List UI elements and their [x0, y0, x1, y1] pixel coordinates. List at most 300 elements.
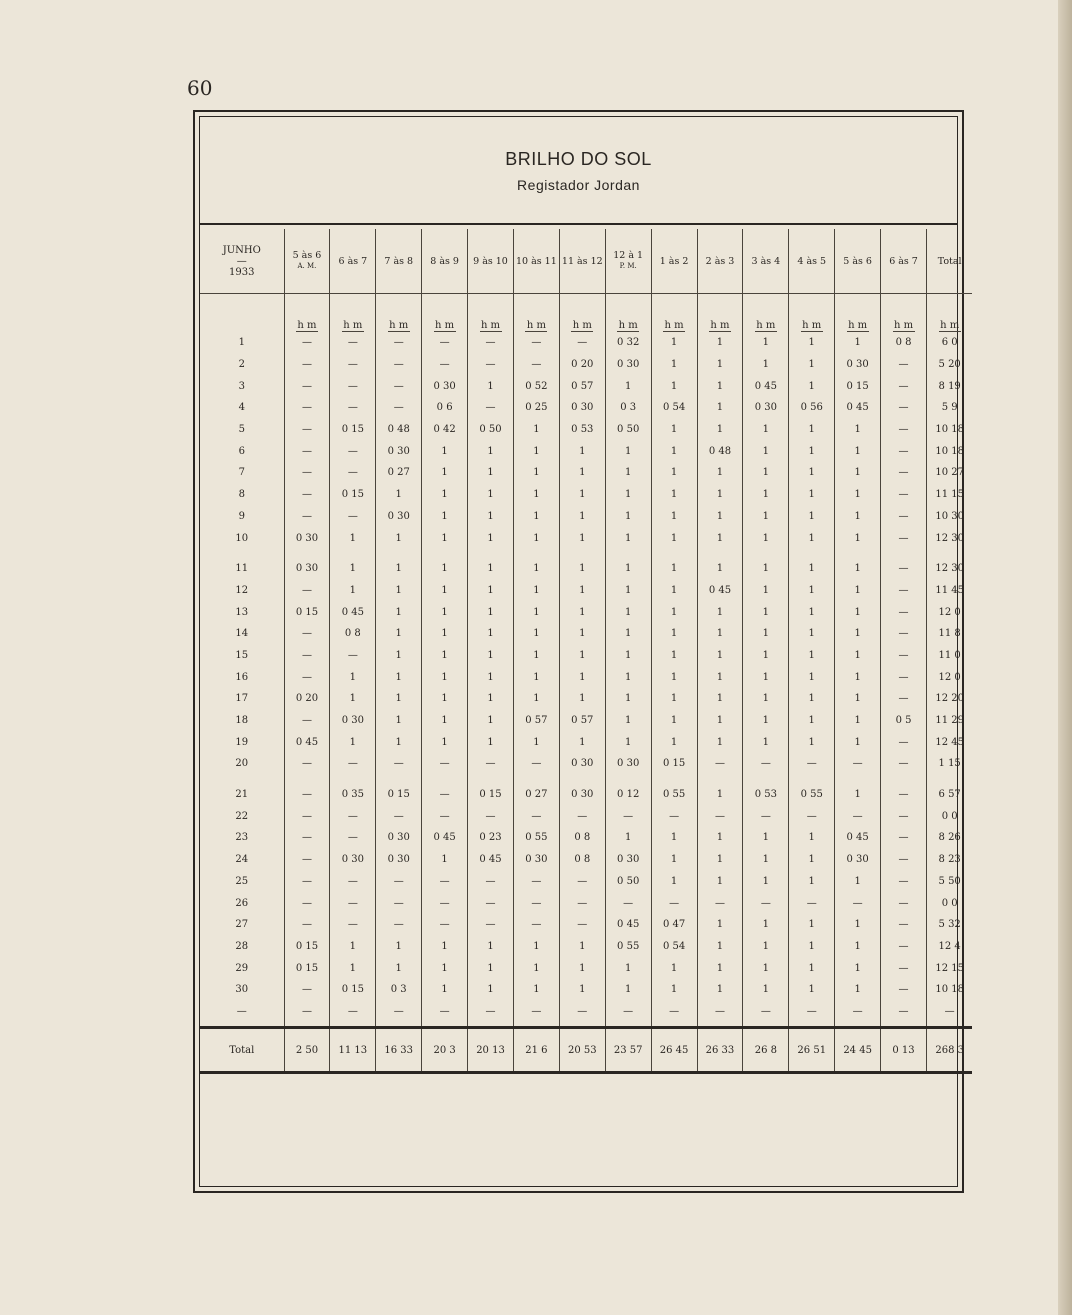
- value-cell: —: [330, 871, 376, 893]
- page-subtitle: Registador Jordan: [517, 177, 640, 193]
- value-cell: 1: [376, 580, 422, 602]
- gap-cell: [881, 549, 927, 558]
- value-cell: —: [881, 354, 927, 376]
- total-row: [200, 1028, 972, 1073]
- table-row: [200, 527, 972, 549]
- gap-cell: [376, 775, 422, 784]
- value-cell: 1: [559, 580, 605, 602]
- header-col: [651, 229, 697, 294]
- value-cell: 1: [513, 688, 559, 710]
- value-cell: 1: [513, 623, 559, 645]
- value-cell: 1: [789, 506, 835, 528]
- header-col-label: 4 às 5: [797, 255, 827, 267]
- value-cell: 1: [376, 666, 422, 688]
- value-cell: —: [330, 397, 376, 419]
- value-cell: —: [376, 397, 422, 419]
- day-cell: 16: [235, 671, 249, 683]
- value-cell: —: [284, 849, 330, 871]
- value-cell: 1: [422, 731, 468, 753]
- value-cell: 0 15: [284, 936, 330, 958]
- value-cell: 1: [605, 440, 651, 462]
- value-cell: 0 47: [651, 914, 697, 936]
- value-cell: —: [881, 979, 927, 1001]
- value-cell: 1: [376, 731, 422, 753]
- value-cell: 1: [376, 936, 422, 958]
- value-cell: 0 30: [559, 753, 605, 775]
- day-cell: 4: [238, 402, 245, 414]
- value-cell: 1: [743, 440, 789, 462]
- header-col-label: 6 às 7: [889, 255, 918, 267]
- value-cell: 0 57: [513, 710, 559, 732]
- value-cell: 0 45: [330, 601, 376, 623]
- table-row: [200, 805, 972, 827]
- total-cell: 23 57: [605, 1028, 651, 1073]
- value-cell: 1: [743, 914, 789, 936]
- value-cell: —: [284, 440, 330, 462]
- value-cell: 1: [559, 936, 605, 958]
- value-cell: 1: [605, 527, 651, 549]
- table-row: [200, 892, 972, 914]
- header-col: [330, 229, 376, 294]
- unit-cell: [651, 294, 697, 333]
- day-cell: 10: [235, 532, 249, 544]
- value-cell: —: [651, 805, 697, 827]
- gap-cell: [789, 775, 835, 784]
- value-cell: 1: [789, 731, 835, 753]
- day-cell: 9: [238, 510, 245, 522]
- value-cell: 0 57: [559, 710, 605, 732]
- day-cell: 28: [235, 940, 249, 952]
- value-cell: 1: [651, 957, 697, 979]
- gap-cell: [926, 549, 972, 558]
- day-cell: 1: [238, 337, 245, 349]
- value-cell: —: [330, 805, 376, 827]
- value-cell: 12 15: [926, 957, 972, 979]
- value-cell: 0 15: [284, 957, 330, 979]
- value-cell: 1: [651, 484, 697, 506]
- value-cell: 1: [422, 440, 468, 462]
- value-cell: 10 30: [926, 506, 972, 528]
- value-cell: 1: [743, 871, 789, 893]
- value-cell: —: [330, 354, 376, 376]
- value-cell: —: [284, 645, 330, 667]
- value-cell: —: [881, 914, 927, 936]
- value-cell: —: [284, 710, 330, 732]
- value-cell: 1: [697, 506, 743, 528]
- value-cell: 0 55: [513, 827, 559, 849]
- value-cell: —: [605, 892, 651, 914]
- value-cell: 0 30: [605, 753, 651, 775]
- value-cell: 0 8: [559, 849, 605, 871]
- unit-cell: [743, 294, 789, 333]
- value-cell: 1: [468, 462, 514, 484]
- value-cell: 0 45: [697, 580, 743, 602]
- value-cell: 0 30: [559, 784, 605, 806]
- day-cell: 30: [235, 984, 249, 996]
- value-cell: 1: [605, 484, 651, 506]
- value-cell: 1: [697, 558, 743, 580]
- header-col: [422, 229, 468, 294]
- table-row: [200, 484, 972, 506]
- value-cell: —: [697, 753, 743, 775]
- value-cell: 0 12: [605, 784, 651, 806]
- value-cell: 1: [559, 731, 605, 753]
- value-cell: 1: [743, 623, 789, 645]
- value-cell: —: [284, 484, 330, 506]
- value-cell: 1: [513, 666, 559, 688]
- value-cell: 1: [468, 957, 514, 979]
- day-rows: [200, 332, 972, 1022]
- day-cell: 21: [235, 789, 249, 801]
- value-cell: 1: [605, 623, 651, 645]
- value-cell: 1: [376, 710, 422, 732]
- value-cell: 1: [376, 601, 422, 623]
- value-cell: —: [513, 892, 559, 914]
- value-cell: —: [468, 354, 514, 376]
- table-row: [200, 871, 972, 893]
- gap-cell: [605, 549, 651, 558]
- gap-cell: [605, 775, 651, 784]
- value-cell: —: [789, 892, 835, 914]
- value-cell: 1: [697, 623, 743, 645]
- day-cell: 27: [235, 919, 249, 931]
- value-cell: 1: [835, 914, 881, 936]
- value-cell: 1: [422, 710, 468, 732]
- value-cell: 1: [697, 936, 743, 958]
- value-cell: 1: [697, 979, 743, 1001]
- value-cell: 1: [605, 731, 651, 753]
- value-cell: —: [881, 892, 927, 914]
- value-cell: 1: [330, 580, 376, 602]
- value-cell: —: [376, 892, 422, 914]
- value-cell: 1: [651, 849, 697, 871]
- value-cell: —: [330, 462, 376, 484]
- value-cell: —: [284, 805, 330, 827]
- table-row: [200, 688, 972, 710]
- unit-label: h m: [572, 320, 592, 331]
- unit-cell: [926, 294, 972, 333]
- total-cell: 20 53: [559, 1028, 605, 1073]
- value-cell: —: [468, 871, 514, 893]
- value-cell: —: [468, 753, 514, 775]
- value-cell: —: [330, 827, 376, 849]
- total-cell: 24 45: [835, 1028, 881, 1073]
- value-cell: 1: [422, 688, 468, 710]
- value-cell: 1: [513, 580, 559, 602]
- value-cell: 1: [605, 558, 651, 580]
- value-cell: 1: [697, 784, 743, 806]
- value-cell: —: [513, 805, 559, 827]
- value-cell: —: [284, 1001, 330, 1023]
- value-cell: 1: [422, 462, 468, 484]
- unit-label: h m: [664, 320, 684, 331]
- value-cell: 1 15: [926, 753, 972, 775]
- unit-label: h m: [480, 320, 501, 331]
- value-cell: 5 20: [926, 354, 972, 376]
- value-cell: —: [881, 871, 927, 893]
- value-cell: 1: [743, 936, 789, 958]
- value-cell: 0 15: [835, 375, 881, 397]
- value-cell: 1: [651, 601, 697, 623]
- day-cell: 6: [238, 445, 245, 457]
- value-cell: —: [559, 805, 605, 827]
- value-cell: 1: [330, 731, 376, 753]
- value-cell: 0 35: [330, 784, 376, 806]
- value-cell: —: [422, 914, 468, 936]
- value-cell: —: [881, 397, 927, 419]
- value-cell: —: [743, 892, 789, 914]
- unit-label: h m: [297, 320, 317, 331]
- page-edge: [1058, 0, 1072, 1315]
- value-cell: 1: [559, 688, 605, 710]
- value-cell: 1: [835, 784, 881, 806]
- unit-cell: [605, 294, 651, 333]
- value-cell: —: [513, 753, 559, 775]
- value-cell: 1: [651, 558, 697, 580]
- value-cell: 1: [697, 645, 743, 667]
- value-cell: 0 57: [559, 375, 605, 397]
- value-cell: —: [330, 375, 376, 397]
- value-cell: —: [881, 849, 927, 871]
- value-cell: 1: [835, 419, 881, 441]
- header-row: [200, 229, 972, 294]
- day-cell: 18: [235, 715, 249, 727]
- value-cell: 1: [789, 580, 835, 602]
- table-row: [200, 601, 972, 623]
- value-cell: —: [330, 753, 376, 775]
- value-cell: 0 30: [330, 710, 376, 732]
- value-cell: 1: [789, 419, 835, 441]
- value-cell: 0 54: [651, 936, 697, 958]
- value-cell: 1: [559, 957, 605, 979]
- value-cell: 1: [743, 354, 789, 376]
- unit-label: h m: [710, 320, 730, 331]
- total-cell: 26 45: [651, 1028, 697, 1073]
- value-cell: 1: [422, 558, 468, 580]
- header-col-label: 6 às 7: [338, 255, 368, 267]
- value-cell: —: [468, 332, 514, 354]
- value-cell: 1: [697, 354, 743, 376]
- header-col-label: 2 às 3: [705, 255, 735, 267]
- value-cell: —: [881, 462, 927, 484]
- gap-cell: [330, 549, 376, 558]
- value-cell: 1: [651, 623, 697, 645]
- header-col-label: 7 às 8: [384, 255, 414, 267]
- value-cell: 1: [559, 506, 605, 528]
- value-cell: 10 27: [926, 462, 972, 484]
- value-cell: —: [605, 1001, 651, 1023]
- value-cell: —: [881, 645, 927, 667]
- value-cell: —: [376, 805, 422, 827]
- day-cell: 15: [235, 649, 249, 661]
- value-cell: 1: [789, 710, 835, 732]
- value-cell: 0 30: [835, 354, 881, 376]
- value-cell: 1: [651, 979, 697, 1001]
- table-row: [200, 440, 972, 462]
- value-cell: 0 8: [330, 623, 376, 645]
- value-cell: 1: [743, 731, 789, 753]
- value-cell: 1: [330, 957, 376, 979]
- value-cell: 0 50: [468, 419, 514, 441]
- header-col: [468, 229, 514, 294]
- value-cell: 1: [605, 580, 651, 602]
- value-cell: 1: [789, 936, 835, 958]
- value-cell: 0 20: [559, 354, 605, 376]
- value-cell: 1: [789, 957, 835, 979]
- value-cell: —: [284, 354, 330, 376]
- value-cell: —: [284, 666, 330, 688]
- value-cell: 0 45: [743, 375, 789, 397]
- table-row: [200, 623, 972, 645]
- header-col-sublabel: P. M.: [619, 262, 637, 270]
- gap-cell: [651, 775, 697, 784]
- value-cell: —: [881, 506, 927, 528]
- value-cell: —: [835, 753, 881, 775]
- value-cell: —: [743, 805, 789, 827]
- value-cell: —: [835, 805, 881, 827]
- value-cell: —: [513, 871, 559, 893]
- value-cell: 1: [468, 688, 514, 710]
- value-cell: —: [422, 784, 468, 806]
- value-cell: 0 30: [422, 375, 468, 397]
- gap-cell: [284, 549, 330, 558]
- value-cell: —: [376, 1001, 422, 1023]
- value-cell: 1: [559, 601, 605, 623]
- value-cell: 1: [330, 527, 376, 549]
- value-cell: 1: [513, 731, 559, 753]
- value-cell: —: [881, 623, 927, 645]
- value-cell: 1: [697, 419, 743, 441]
- value-cell: 0 30: [835, 849, 881, 871]
- value-cell: —: [422, 1001, 468, 1023]
- value-cell: —: [559, 871, 605, 893]
- day-cell: 11: [235, 563, 249, 575]
- value-cell: 5 9: [926, 397, 972, 419]
- value-cell: 1: [422, 979, 468, 1001]
- gap-cell: [697, 775, 743, 784]
- day-cell: 14: [235, 628, 249, 640]
- value-cell: 1: [789, 558, 835, 580]
- unit-label: h m: [618, 320, 638, 331]
- value-cell: 1: [468, 979, 514, 1001]
- value-cell: 1: [559, 527, 605, 549]
- table-row: [200, 462, 972, 484]
- value-cell: 1: [513, 527, 559, 549]
- value-cell: 0 15: [284, 601, 330, 623]
- value-cell: 12 0: [926, 666, 972, 688]
- value-cell: 1: [559, 558, 605, 580]
- value-cell: 8 26: [926, 827, 972, 849]
- value-cell: 1: [743, 827, 789, 849]
- value-cell: —: [468, 805, 514, 827]
- value-cell: —: [422, 332, 468, 354]
- value-cell: 1: [376, 623, 422, 645]
- value-cell: 1: [651, 688, 697, 710]
- header-col: [881, 229, 927, 294]
- value-cell: 1: [651, 440, 697, 462]
- value-cell: —: [284, 979, 330, 1001]
- value-cell: 1: [697, 710, 743, 732]
- gap-cell: [200, 775, 284, 784]
- value-cell: 12 20: [926, 688, 972, 710]
- day-cell: 22: [235, 810, 249, 822]
- gap-cell: [422, 549, 468, 558]
- gap-cell: [559, 775, 605, 784]
- value-cell: 0 50: [605, 419, 651, 441]
- header-col: [376, 229, 422, 294]
- total-cell: 20 13: [468, 1028, 514, 1073]
- value-cell: 1: [835, 484, 881, 506]
- header-col-sublabel: A. M.: [297, 262, 317, 270]
- value-cell: 1: [468, 527, 514, 549]
- value-cell: 1: [835, 601, 881, 623]
- value-cell: 0 8: [559, 827, 605, 849]
- header-col-label: 9 às 10: [473, 255, 508, 267]
- value-cell: 5 50: [926, 871, 972, 893]
- value-cell: 1: [468, 710, 514, 732]
- value-cell: 1: [743, 645, 789, 667]
- value-cell: 8 19: [926, 375, 972, 397]
- value-cell: 0 32: [605, 332, 651, 354]
- value-cell: 1: [513, 601, 559, 623]
- value-cell: 1: [743, 849, 789, 871]
- value-cell: 1: [835, 440, 881, 462]
- gap-cell: [422, 775, 468, 784]
- value-cell: —: [881, 666, 927, 688]
- value-cell: 11 45: [926, 580, 972, 602]
- value-cell: 1: [605, 957, 651, 979]
- value-cell: 1: [697, 827, 743, 849]
- value-cell: 1: [422, 601, 468, 623]
- value-cell: 1: [697, 914, 743, 936]
- value-cell: 1: [468, 936, 514, 958]
- value-cell: 1: [513, 979, 559, 1001]
- table-frame-inner: [199, 116, 964, 1187]
- value-cell: 1: [743, 710, 789, 732]
- value-cell: 1: [330, 558, 376, 580]
- value-cell: 0 20: [284, 688, 330, 710]
- value-cell: —: [376, 871, 422, 893]
- value-cell: 1: [789, 332, 835, 354]
- total-cell: 16 33: [376, 1028, 422, 1073]
- value-cell: 1: [835, 645, 881, 667]
- header-dash: —: [236, 255, 247, 267]
- group-gap: [200, 549, 972, 558]
- value-cell: —: [881, 957, 927, 979]
- value-cell: 1: [835, 688, 881, 710]
- value-cell: 1: [789, 354, 835, 376]
- gap-cell: [789, 549, 835, 558]
- value-cell: 1: [468, 666, 514, 688]
- table-row: [200, 710, 972, 732]
- value-cell: 1: [468, 580, 514, 602]
- value-cell: —: [468, 892, 514, 914]
- gap-cell: [513, 549, 559, 558]
- value-cell: 1: [835, 623, 881, 645]
- value-cell: 1: [743, 580, 789, 602]
- header-col-label: 11 às 12: [561, 255, 603, 267]
- gap-cell: [835, 775, 881, 784]
- header-col-label: 8 às 9: [430, 255, 459, 267]
- value-cell: —: [881, 753, 927, 775]
- value-cell: 1: [559, 623, 605, 645]
- value-cell: 1: [605, 979, 651, 1001]
- value-cell: 0 30: [605, 354, 651, 376]
- value-cell: —: [330, 892, 376, 914]
- value-cell: 1: [697, 484, 743, 506]
- table-row: [200, 506, 972, 528]
- value-cell: —: [743, 753, 789, 775]
